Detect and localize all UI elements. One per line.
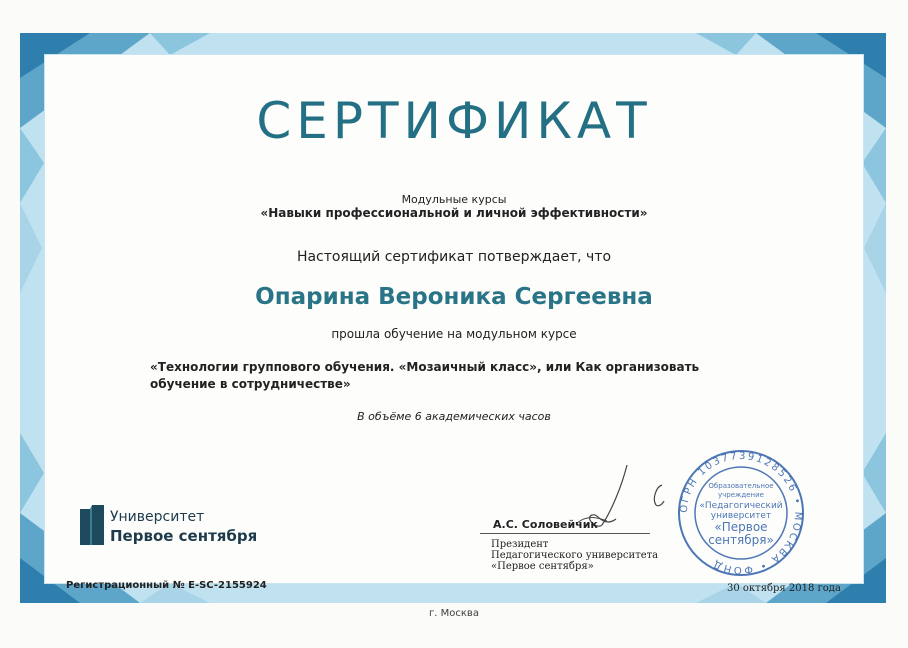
logo-line1: Университет bbox=[110, 509, 205, 525]
stamp-inner-line: сентября» bbox=[708, 533, 774, 547]
module-name: «Технологии группового обучения. «Мозаичный класс», или Как организовать обучение в сотрудничестве» bbox=[150, 360, 700, 391]
stamp-outer-text: ОГРН 1037739128526 • МОСКВА • ФОНД bbox=[678, 450, 804, 576]
signer-role-line: Педагогического университета bbox=[491, 550, 659, 561]
recipient-name: Опарина Вероника Сергеевна bbox=[255, 284, 653, 310]
registration-number: Регистрационный № E-SC-2155924 bbox=[66, 580, 267, 591]
stamp-inner-line: «Первое bbox=[714, 520, 768, 534]
signer-name: А.С. Соловейчик bbox=[493, 518, 598, 531]
trained-text: прошла обучение на модульном курсе bbox=[331, 327, 577, 341]
confirm-text: Настоящий сертификат потверждает, что bbox=[296, 249, 612, 265]
stamp-inner-line: учреждение bbox=[718, 491, 764, 499]
city: г. Москва bbox=[429, 608, 479, 619]
stamp-inner-line: Образовательное bbox=[708, 482, 774, 490]
signer-role bbox=[491, 539, 658, 572]
university-logo bbox=[80, 505, 270, 547]
signer-role-line: Президент bbox=[491, 539, 549, 550]
logo-mark-icon bbox=[80, 505, 104, 545]
course-type: Модульные курсы bbox=[401, 193, 507, 206]
signer-role-line: «Первое сентября» bbox=[491, 561, 594, 572]
official-stamp-icon bbox=[676, 448, 806, 578]
course-name: «Навыки профессиональной и личной эффективности» bbox=[260, 206, 648, 220]
certificate-title: СЕРТИФИКАТ bbox=[256, 92, 652, 150]
stamp-inner-line: университет bbox=[710, 511, 772, 521]
signature-line bbox=[480, 533, 650, 534]
stamp-inner-line: «Педагогический bbox=[699, 501, 783, 511]
issue-date: 30 октября 2018 года bbox=[727, 583, 841, 594]
logo-line2: Первое сентября bbox=[110, 527, 258, 545]
hours-text: В объёме 6 академических часов bbox=[357, 410, 551, 423]
